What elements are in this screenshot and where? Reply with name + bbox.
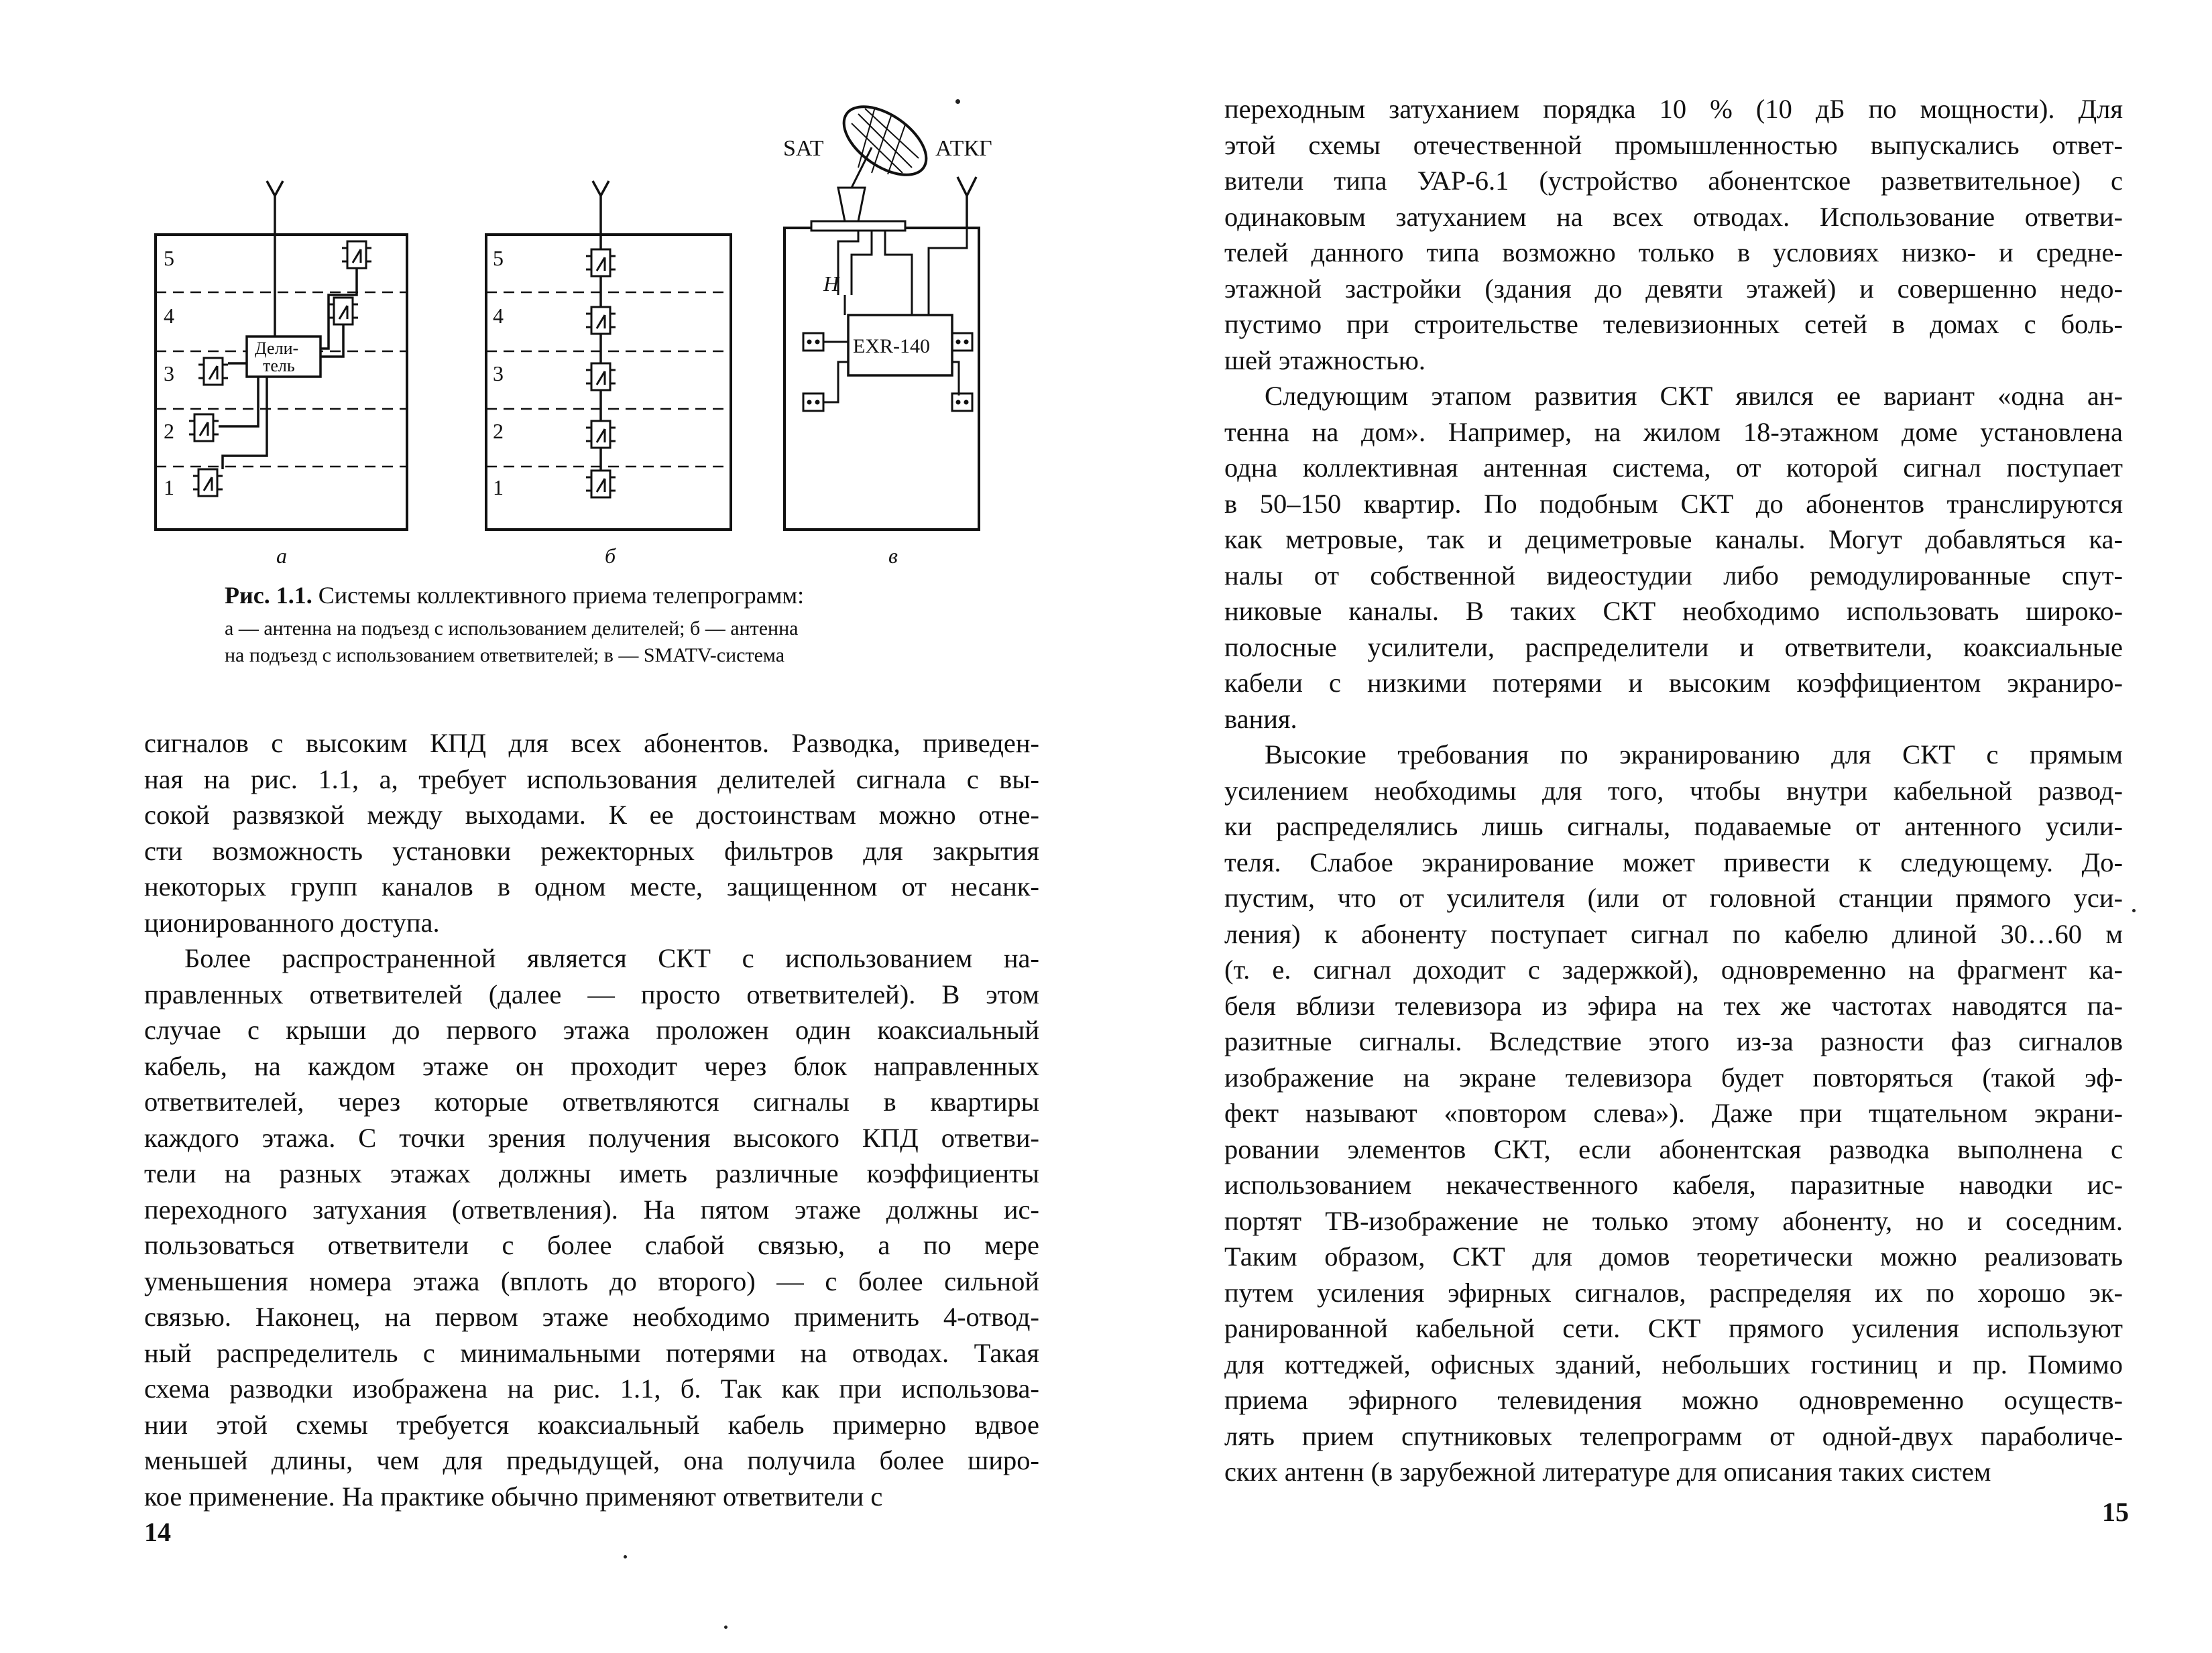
text-line: сти возможность установки режекторных фильтров для закрытия	[144, 835, 1039, 866]
text-line: пользоваться ответвители с более слабой связью, а по мере	[144, 1230, 1039, 1260]
text-line: меньшей длины, чем для предыдущей, она получила более широ-	[144, 1445, 1039, 1475]
panel-b-floor-1: 1	[493, 475, 504, 499]
text-line: ления) к абоненту поступает сигнал по кабелю длиной 30…60 м	[1224, 918, 2123, 949]
text-line: лять прием спутниковых телепрограмм от одной-двух параболиче-	[1224, 1420, 2123, 1451]
text-line: схема разводки изображена на рис. 1.1, б. Так как при использова-	[144, 1373, 1039, 1404]
right-page	[1106, 0, 2212, 1653]
sat-label: SAT	[783, 136, 824, 161]
text-line: пустим, что от усилителя (или от головной станции прямого уси-	[1224, 883, 2123, 913]
text-line: сокой развязкой между выходами. К ее достоинствам можно отне-	[144, 800, 1039, 830]
text-line: ровании элементов СКТ, если абонентская разводка выполнена с	[1224, 1134, 2123, 1164]
panel-letter-v: в	[888, 544, 898, 568]
text-line: (т. е. сигнал доходит с задержкой), одновременно на фрагмент ка-	[1224, 955, 2123, 985]
text-line: Таким образом, СКТ для домов теоретически можно реализовать	[1224, 1241, 2123, 1272]
text-line: приема эфирного телевидения можно одновременно осуществ-	[1224, 1385, 2123, 1415]
scan-speck	[724, 1626, 727, 1629]
text-line: ответвителей, через которые ответвляются сигналы в квартиры	[144, 1087, 1039, 1117]
text-line: ранированной кабельной сети. СКТ прямого усиления используют	[1224, 1313, 2123, 1343]
atkg-label: АТКГ	[935, 136, 992, 161]
figure-caption-text: Системы коллективного приема телепрограмм:	[312, 582, 805, 609]
panel-letter-b: б	[605, 544, 616, 568]
text-line: портят ТВ-изображение не только этому абоненту, но и соседним.	[1224, 1205, 2123, 1236]
text-line: вания.	[1224, 703, 1297, 734]
text-line: телей данного типа возможно только в условиях низко- и средне-	[1224, 237, 2123, 267]
text-line: переходным затуханием порядка 10 % (10 дБ по мощности). Для	[1224, 94, 2123, 124]
text-line: вители типа УАР-6.1 (устройство абонентское разветвительное) с	[1224, 166, 2123, 196]
page-number-right: 15	[2102, 1497, 2129, 1527]
divider-label-1: Дели-	[255, 339, 299, 358]
text-line: беля вблизи телевизора из эфира на тех же частотах наводятся па-	[1224, 990, 2123, 1021]
panel-a-floor-1: 1	[164, 475, 174, 499]
text-line: налы от собственной видеостудии либо ремодулированные спут-	[1224, 560, 2123, 591]
text-line: шей этажностью.	[1224, 345, 1425, 375]
caption-line-2: на подъезд с использованием ответвителей; в — SMATV-система	[225, 644, 785, 666]
text-line: связью. Наконец, на первом этаже необходимо применить 4-отвод-	[144, 1302, 1039, 1332]
panel-letter-a: а	[276, 544, 287, 568]
figure-caption-legend	[225, 615, 962, 669]
panel-v	[783, 93, 992, 568]
panel-b-floor-3: 3	[493, 361, 504, 385]
panel-a	[156, 181, 407, 568]
text-line: путем усиления эфирных сигналов, распределяя их по хорошо эк-	[1224, 1277, 2123, 1308]
text-line: Следующим этапом развития СКТ явился ее вариант «одна ан-	[1265, 381, 2123, 411]
text-line: как метровые, так и дециметровые каналы. Могут добавляться ка-	[1224, 524, 2123, 554]
text-line: изображение на экране телевизора будет повторяться (такой эф-	[1224, 1062, 2123, 1093]
text-line: некоторых групп каналов в одном месте, защищенном от несанк-	[144, 871, 1039, 902]
panel-b	[486, 181, 731, 568]
text-line: ный распределитель с минимальными потерями на отводах. Такая	[144, 1337, 1039, 1368]
divider-label-2: тель	[263, 356, 295, 375]
text-line: каждого этажа. С точки зрения получения высокого КПД ответви-	[144, 1122, 1039, 1153]
text-line: использованием некачественного кабеля, паразитные наводки ис-	[1224, 1170, 2123, 1200]
scan-speck	[2132, 909, 2136, 912]
text-line: разитные сигналы. Вследствие этого из-за разности фаз сигналов	[1224, 1026, 2123, 1056]
exr-label: EXR-140	[853, 335, 930, 357]
text-line: Более распространенной является СКТ с использованием на-	[184, 943, 1039, 973]
panel-a-floor-5: 5	[164, 246, 174, 270]
panel-a-floor-3: 3	[164, 361, 174, 385]
text-line: случае с крыши до первого этажа проложен один коаксиальный	[144, 1015, 1039, 1045]
panel-b-floor-2: 2	[493, 419, 504, 443]
text-line: этажной застройки (здания до девяти этажей) и совершенно недо-	[1224, 273, 2123, 304]
left-body-text	[144, 725, 1039, 1514]
text-line: в 50–150 квартир. По подобным СКТ до абонентов транслируются	[1224, 488, 2123, 519]
h-label: H	[823, 271, 839, 296]
text-line: Высокие требования по экранированию для СКТ с прямым	[1265, 739, 2123, 770]
text-line: переходного затухания (ответвления). На пятом этаже должны ис-	[144, 1194, 1039, 1225]
scan-speck	[624, 1555, 627, 1558]
text-line: уменьшения номера этажа (вплоть до второго) — с более сильной	[144, 1266, 1039, 1296]
text-line: ских антенн (в зарубежной литературе для описания таких систем	[1224, 1457, 1991, 1487]
text-line: кое применение. На практике обычно применяют ответвители с	[144, 1481, 883, 1512]
text-line: ки распределялись лишь сигналы, подаваемые от антенного усили-	[1224, 811, 2123, 841]
text-line: тели на разных этажах должны иметь различные коэффициенты	[144, 1158, 1039, 1188]
panel-a-floor-2: 2	[164, 419, 174, 443]
right-body-text	[1224, 91, 2123, 1490]
text-line: теля. Слабое экранирование может привести к следующему. До-	[1224, 847, 2123, 877]
figure-caption-number: Рис. 1.1.	[225, 582, 312, 609]
text-line: сигналов с высоким КПД для всех абонентов. Разводка, приведен-	[144, 728, 1039, 758]
text-line: кабель, на каждом этаже он проходит через блок направленных	[144, 1050, 1039, 1081]
text-line: кабели с низкими потерями и высоким коэффициентом экраниро-	[1224, 668, 2123, 698]
text-line: ная на рис. 1.1, а, требует использования делителей сигнала с вы-	[144, 763, 1039, 794]
text-line: никовые каналы. В таких СКТ необходимо использовать широко-	[1224, 596, 2123, 626]
text-line: для коттеджей, офисных зданий, небольших гостиниц и пр. Помимо	[1224, 1349, 2123, 1380]
panel-b-floor-5: 5	[493, 246, 504, 270]
text-line: тенна на дом». Например, на жилом 18-этажном доме установлена	[1224, 416, 2123, 447]
text-line: полосные усилители, распределители и ответвители, коаксиальные	[1224, 631, 2123, 662]
scan-speck	[955, 99, 960, 104]
text-line: пустимо при строительстве телевизионных сетей в домах с боль-	[1224, 309, 2123, 339]
text-line: одна коллективная антенная система, от которой сигнал поступает	[1224, 452, 2123, 483]
text-line: правленных ответвителей (далее — просто ответвителей). В этом	[144, 979, 1039, 1009]
page-number-left: 14	[144, 1517, 171, 1547]
panel-b-floor-4: 4	[493, 304, 504, 328]
figure-caption-title	[225, 580, 1029, 610]
text-line: нии этой схемы требуется коаксиальный кабель примерно вдвое	[144, 1409, 1039, 1440]
text-line: одинаковым затуханием на всех отводах. Использование ответви-	[1224, 201, 2123, 232]
caption-line-1: а — антенна на подъезд с использованием делителей; б — антенна	[225, 617, 799, 639]
text-line: ционированного доступа.	[144, 907, 440, 938]
text-line: этой схемы отечественной промышленностью выпускались ответ-	[1224, 129, 2123, 160]
text-line: фект называют «повтором слева»). Даже при тщательном экрани-	[1224, 1098, 2123, 1128]
panel-a-floor-4: 4	[164, 304, 174, 328]
text-line: усилением необходимы для того, чтобы внутри кабельной развод-	[1224, 775, 2123, 806]
